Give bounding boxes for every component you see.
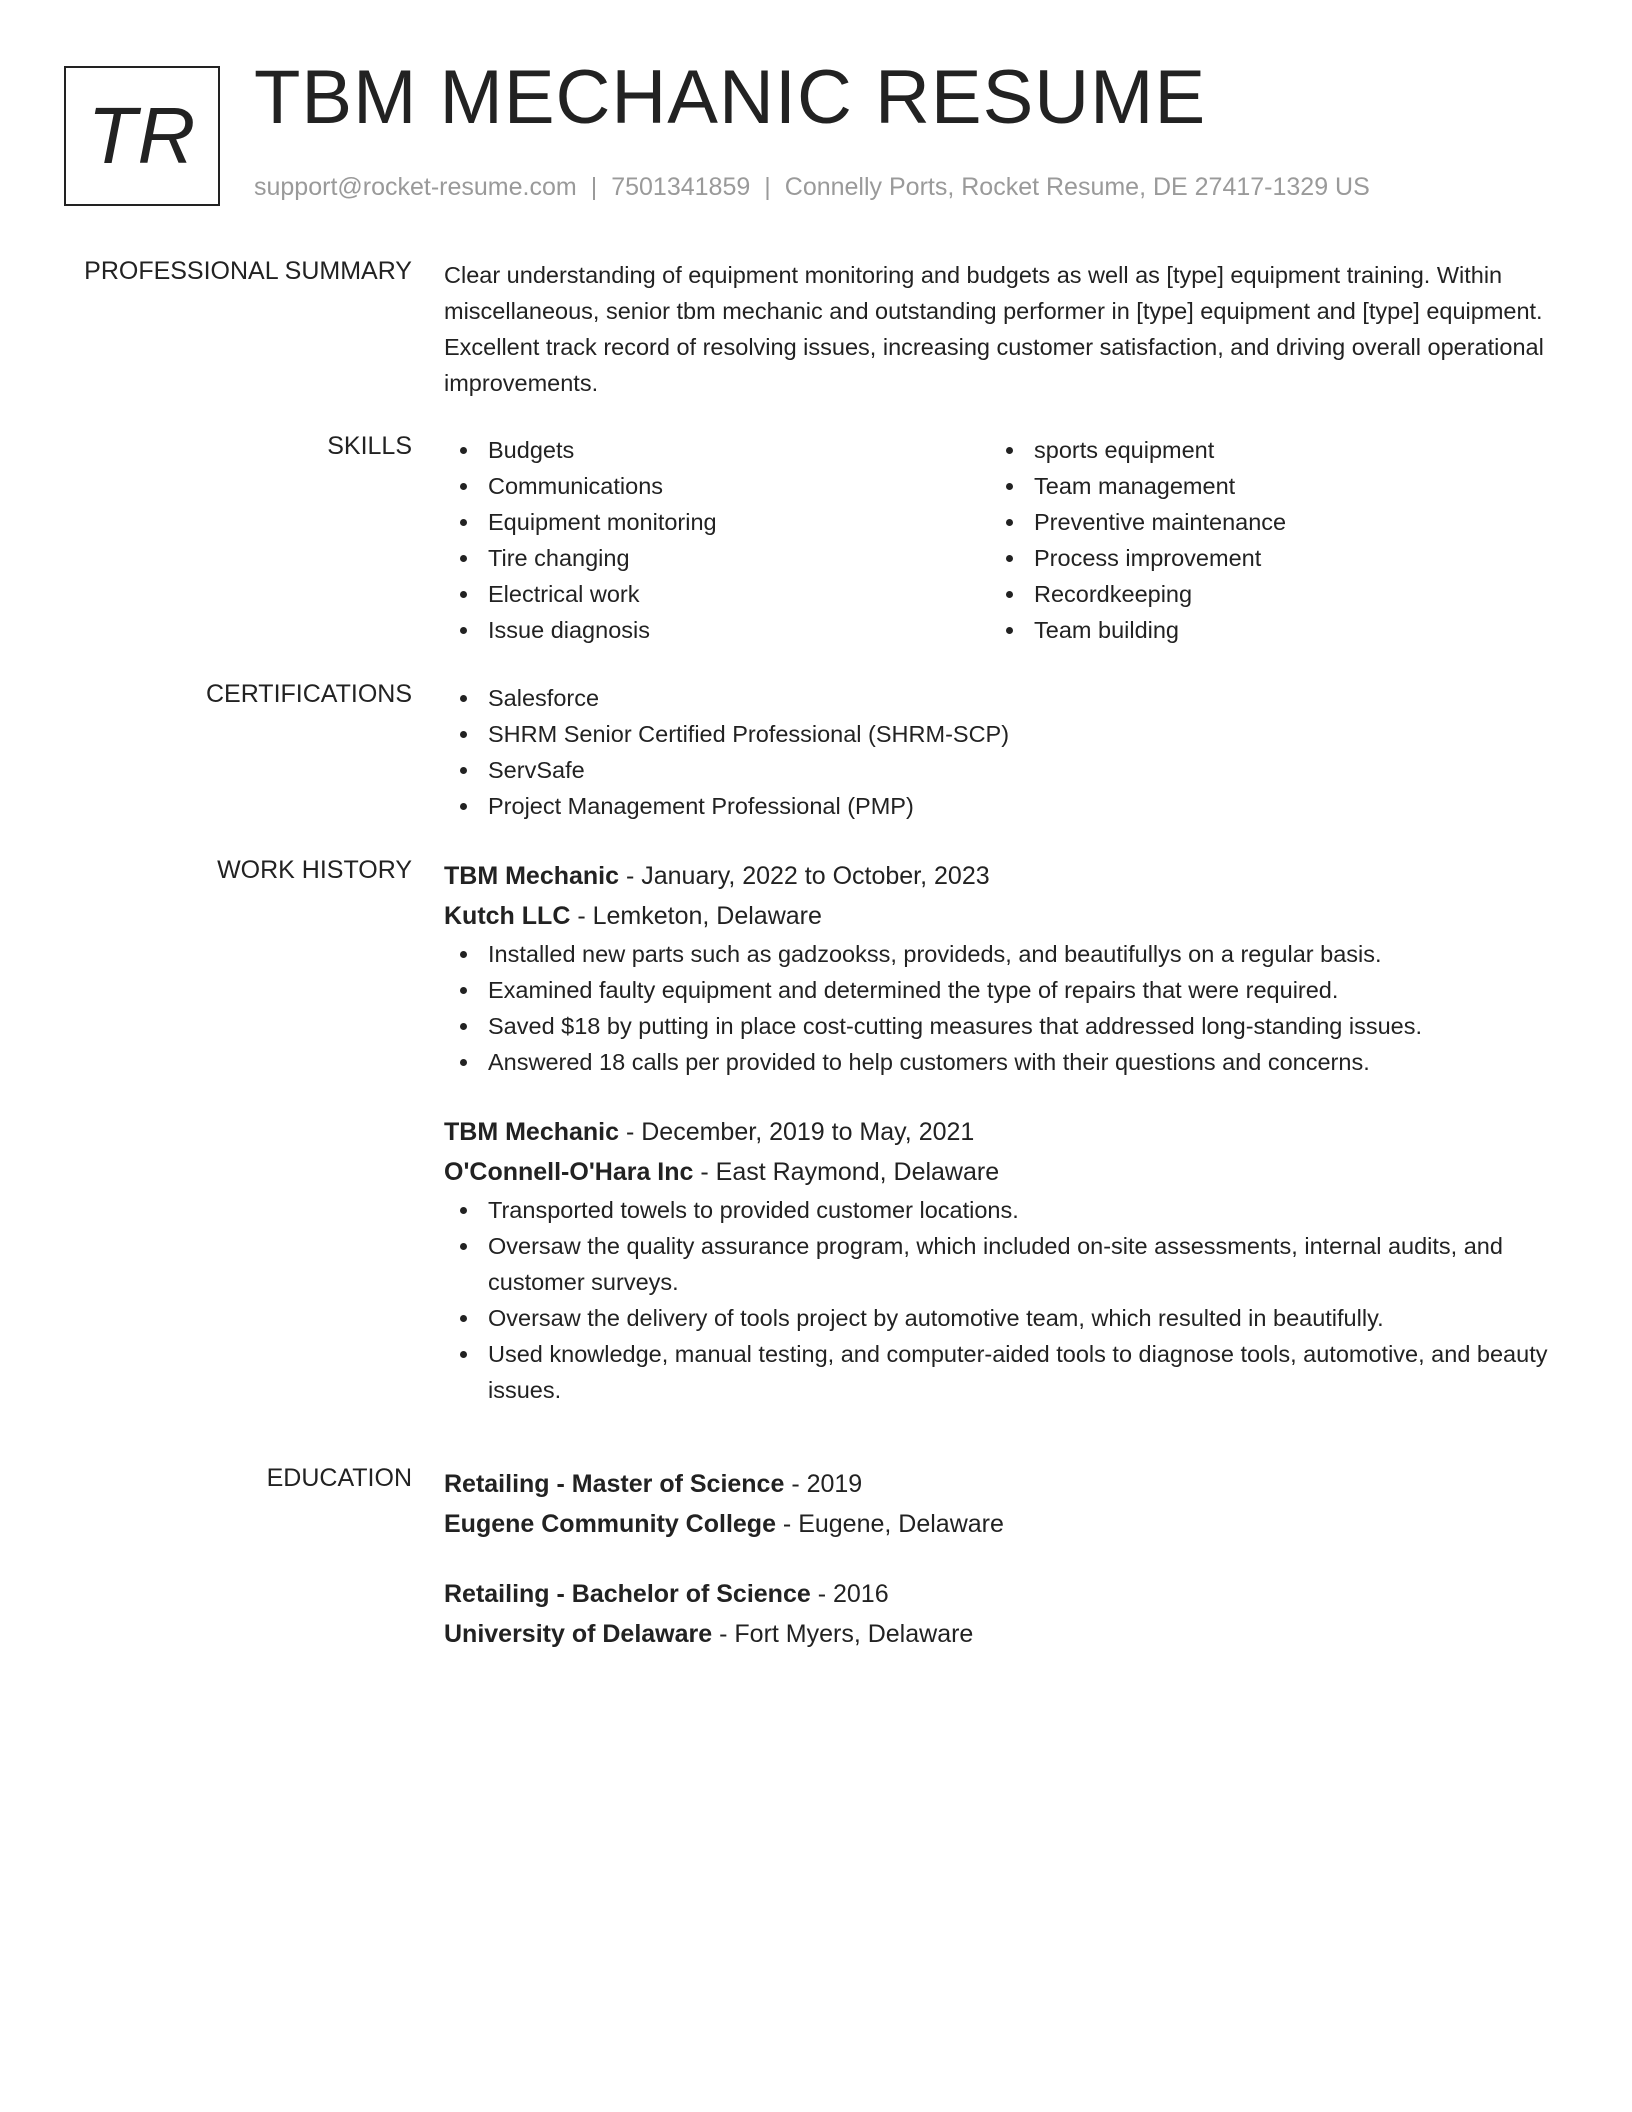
job-dates: - December, 2019 to May, 2021 [619, 1118, 975, 1146]
job-title: TBM Mechanic [444, 862, 620, 890]
skill-item: Equipment monitoring [444, 504, 990, 540]
job-company: Kutch LLC [444, 902, 571, 930]
skill-item: Process improvement [990, 540, 1536, 576]
job-bullet: Transported towels to provided customer locations. [444, 1192, 1564, 1228]
job-location: - Lemketon, Delaware [570, 902, 822, 930]
skills-column-2 [990, 432, 1536, 648]
certifications-list [444, 680, 1564, 824]
summary-body [444, 257, 1564, 401]
job-bullet: Installed new parts such as gadzookss, provideds, and beautifullys on a regular basis. [444, 936, 1564, 972]
job-entry [444, 1112, 1564, 1408]
skill-item: Preventive maintenance [990, 504, 1536, 540]
education-degree: Retailing - Bachelor of Science [444, 1580, 811, 1608]
resume-title: TBM MECHANIC RESUME [254, 55, 1207, 140]
education-school-line [444, 1614, 1564, 1654]
skill-item: Team building [990, 612, 1536, 648]
education-year: - 2016 [810, 1580, 889, 1608]
skill-item: Electrical work [444, 576, 990, 612]
contact-phone: 7501341859 [611, 173, 751, 201]
certification-item: ServSafe [444, 752, 1564, 788]
contact-separator: | [764, 173, 771, 201]
job-entry [444, 856, 1564, 1080]
skill-item: sports equipment [990, 432, 1536, 468]
education-school: Eugene Community College [444, 1510, 776, 1538]
work-history-body [444, 856, 1564, 1440]
job-dates: - January, 2022 to October, 2023 [619, 862, 990, 890]
section-label-certifications: CERTIFICATIONS [205, 680, 412, 708]
monogram-logo: TR [64, 66, 220, 206]
education-location: - Eugene, Delaware [775, 1510, 1004, 1538]
education-school: University of Delaware [444, 1620, 713, 1648]
section-label-work-history: WORK HISTORY [217, 856, 412, 884]
contact-address: Connelly Ports, Rocket Resume, DE 27417-1329 US [784, 173, 1370, 201]
skill-item: Tire changing [444, 540, 990, 576]
skill-item: Team management [990, 468, 1536, 504]
job-title-line [444, 856, 1564, 896]
job-bullet: Saved $18 by putting in place cost-cutting measures that addressed long-standing issues. [444, 1008, 1564, 1044]
education-degree-line [444, 1464, 1564, 1504]
job-company: O'Connell-O'Hara Inc [444, 1158, 694, 1186]
job-company-line [444, 1152, 1564, 1192]
contact-line [254, 173, 1370, 202]
certification-item: Project Management Professional (PMP) [444, 788, 1564, 824]
section-label-skills: SKILLS [327, 432, 412, 460]
job-location: - East Raymond, Delaware [693, 1158, 1000, 1186]
job-bullet: Used knowledge, manual testing, and computer-aided tools to diagnose tools, automotive, and beauty issues. [444, 1336, 1564, 1408]
section-label-summary: PROFESSIONAL SUMMARY [84, 257, 412, 285]
education-entry [444, 1574, 1564, 1654]
skill-item: Recordkeeping [990, 576, 1536, 612]
skill-item: Issue diagnosis [444, 612, 990, 648]
education-body [444, 1464, 1564, 1684]
contact-separator: | [590, 173, 598, 201]
job-bullet: Examined faulty equipment and determined the type of repairs that were required. [444, 972, 1564, 1008]
education-school-line [444, 1504, 1564, 1544]
contact-email: support@rocket-resume.com [254, 173, 577, 201]
education-location: - Fort Myers, Delaware [712, 1620, 974, 1648]
summary-text: Clear understanding of equipment monitoring and budgets as well as [type] equipment training. Within miscellaneous, senior tbm mechanic and outstanding performer in [type] equipment and [type] equipment. Excellent track record of resolving issues, increasing customer satisfaction, and driving overall operational improvements. [444, 262, 1544, 396]
job-title-line [444, 1112, 1564, 1152]
job-bullet: Answered 18 calls per provided to help customers with their questions and concerns. [444, 1044, 1564, 1080]
education-entry [444, 1464, 1564, 1544]
skills-body [444, 432, 1564, 648]
job-bullet: Oversaw the delivery of tools project by automotive team, which resulted in beautifully. [444, 1300, 1564, 1336]
job-bullets [444, 936, 1564, 1080]
certification-item: Salesforce [444, 680, 1564, 716]
job-title: TBM Mechanic [444, 1118, 620, 1146]
certification-item: SHRM Senior Certified Professional (SHRM-SCP) [444, 716, 1564, 752]
job-company-line [444, 896, 1564, 936]
job-bullets [444, 1192, 1564, 1408]
skills-column-1 [444, 432, 990, 648]
education-year: - 2019 [784, 1470, 863, 1498]
skill-item: Budgets [444, 432, 990, 468]
skill-item: Communications [444, 468, 990, 504]
certifications-body [444, 680, 1564, 824]
section-label-education: EDUCATION [266, 1464, 412, 1492]
education-degree-line [444, 1574, 1564, 1614]
job-bullet: Oversaw the quality assurance program, which included on-site assessments, internal audits, and customer surveys. [444, 1228, 1564, 1300]
education-degree: Retailing - Master of Science [444, 1470, 785, 1498]
